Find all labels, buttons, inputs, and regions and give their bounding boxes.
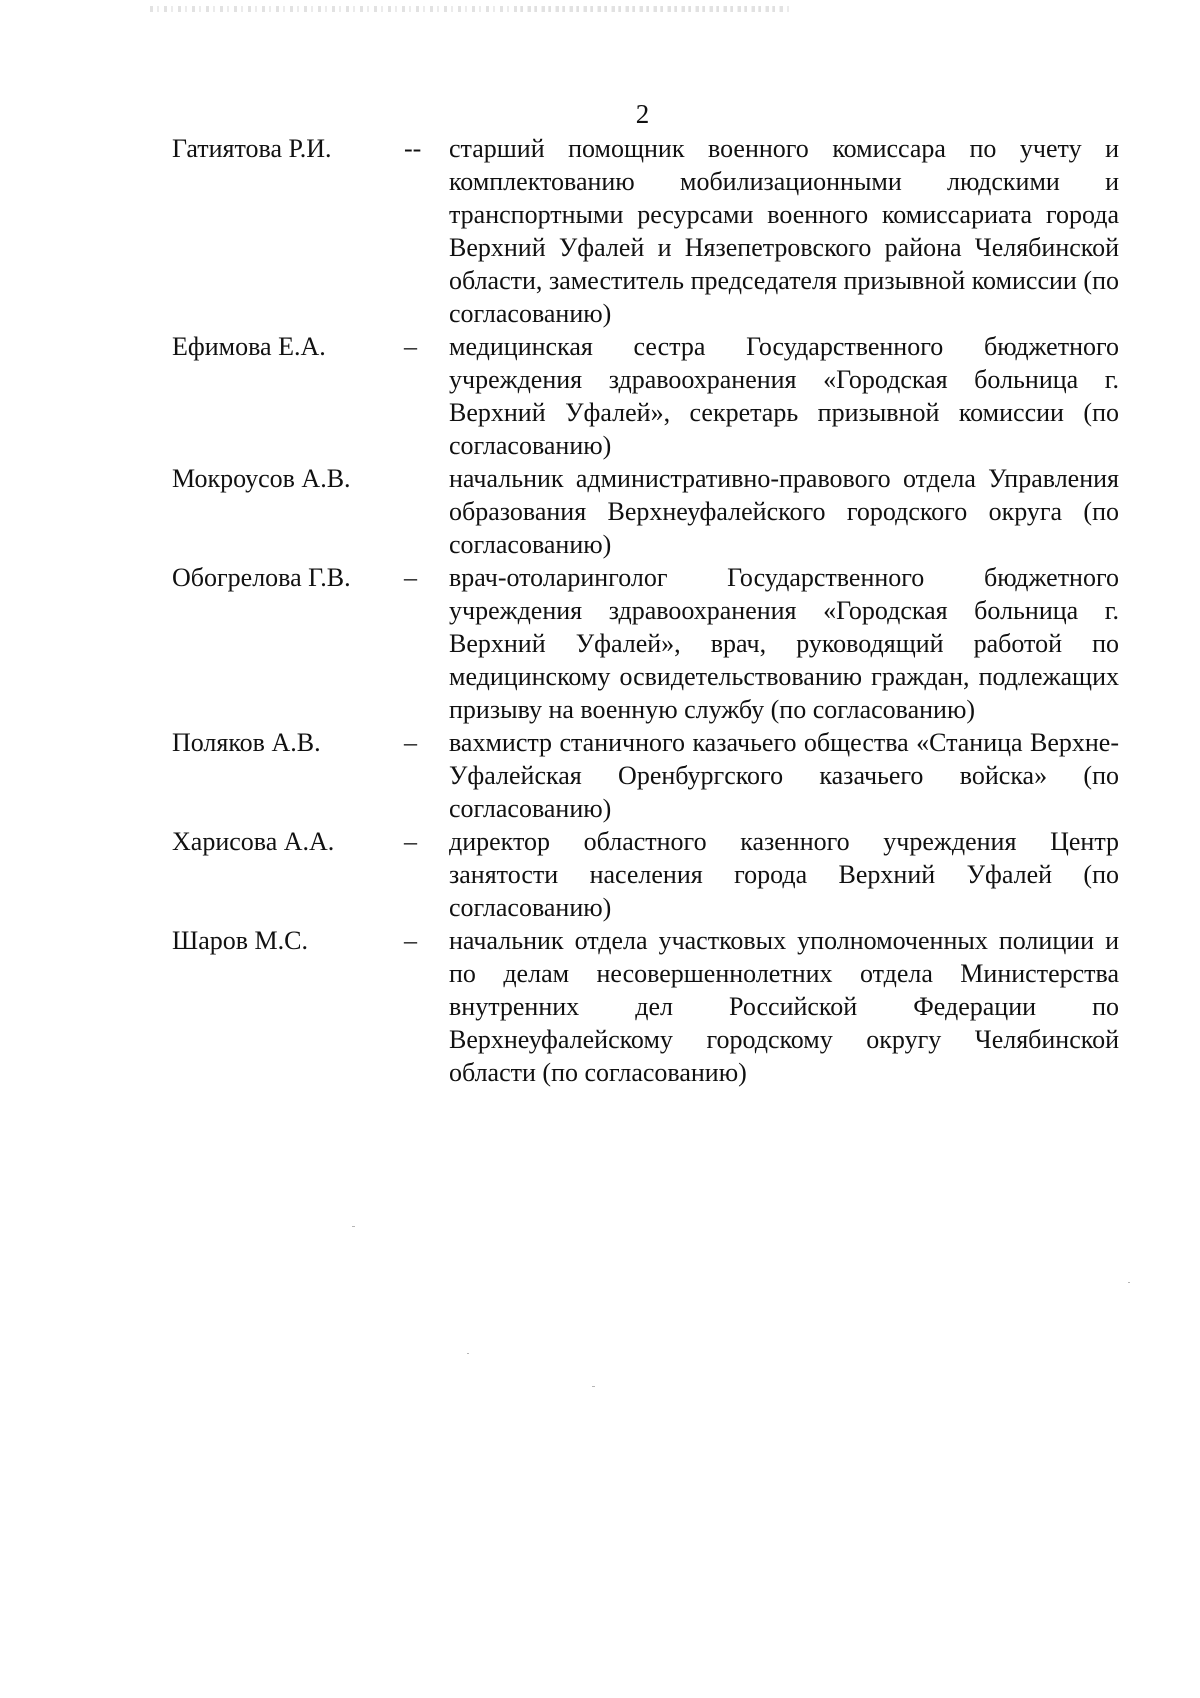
scan-speck — [1128, 1282, 1130, 1283]
member-row — [172, 924, 1122, 1089]
member-row — [172, 825, 1122, 924]
member-row — [172, 330, 1122, 462]
member-dash: – — [404, 926, 417, 955]
member-dash: -- — [404, 134, 422, 163]
member-description: начальник отдела участковых уполномоченных полиции и по делам несовершеннолетних отдела Министерства внутренних дел Российской Федерации по Верхнеуфалейскому городскому округу Челябинской области (по согласованию) — [449, 926, 1119, 1087]
member-description: вахмистр станичного казачьего общества «Станица Верхне-Уфалейская Оренбургского казачьего войска» (по согласованию) — [449, 728, 1119, 823]
member-description: врач-отоларинголог Государственного бюджетного учреждения здравоохранения «Городская больница г. Верхний Уфалей», врач, руководящий работой по медицинскому освидетельствованию граждан, подлежащих призыву на военную службу (по согласованию) — [449, 563, 1119, 724]
scan-speck — [467, 1353, 469, 1354]
commission-members-list — [172, 132, 1122, 1089]
member-description: начальник административно-правового отдела Управления образования Верхнеуфалейского городского округа (по согласованию) — [449, 464, 1119, 559]
member-row — [172, 462, 1122, 561]
member-description: директор областного казенного учреждения Центр занятости населения города Верхний Уфалей (по согласованию) — [449, 827, 1119, 922]
member-name: Ефимова Е.А. — [172, 332, 326, 361]
scan-speck — [592, 1386, 595, 1387]
member-row — [172, 561, 1122, 726]
member-description: медицинская сестра Государственного бюджетного учреждения здравоохранения «Городская больница г. Верхний Уфалей», секретарь призывной комиссии (по согласованию) — [449, 332, 1119, 460]
member-name: Гатиятова Р.И. — [172, 134, 332, 163]
scan-speck — [352, 1226, 355, 1227]
member-dash: – — [404, 728, 417, 757]
member-name: Обогрелова Г.В. — [172, 563, 351, 592]
member-dash: – — [404, 563, 417, 592]
member-dash: – — [404, 332, 417, 361]
member-dash: – — [404, 827, 417, 856]
member-row — [172, 726, 1122, 825]
member-name: Поляков А.В. — [172, 728, 321, 757]
member-name: Шаров М.С. — [172, 926, 309, 955]
scan-artifact — [520, 6, 780, 12]
member-row — [172, 132, 1122, 330]
member-description: старший помощник военного комиссара по учету и комплектованию мобилизационными людскими и транспортными ресурсами военного комиссариата города Верхний Уфалей и Нязепетровского района Челябинской области, заместитель председателя призывной комиссии (по согласованию) — [449, 134, 1119, 328]
member-name: Мокроусов А.В. — [172, 464, 351, 493]
member-name: Харисова А.А. — [172, 827, 335, 856]
page-number: 2 — [635, 99, 650, 129]
